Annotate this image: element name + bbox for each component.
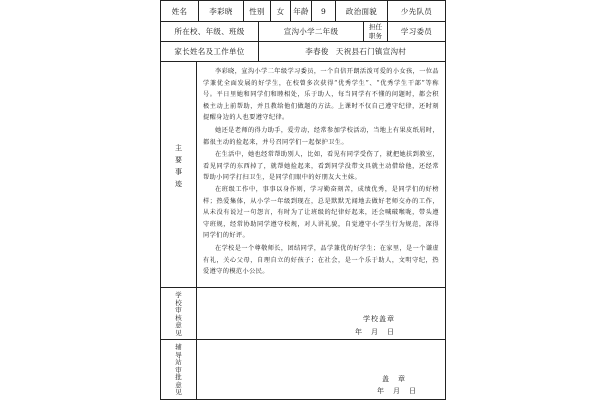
school-opinion-char: 审 <box>175 306 182 314</box>
school-date-text: 年 月 日 <box>355 328 395 336</box>
counsel-opinion-char: 辅 <box>175 343 182 351</box>
deeds-paragraph-3: 在生活中，她也经常帮助别人，比如，看见有同学受伤了，就把她扶到教室，看见同学的东西掉了，就帮她捡起来，看到同学没带文具就主动借给他，还经常帮助小同学打扫卫生，是同学们眼中的好朋友大主妹。 <box>203 151 439 181</box>
counsel-seal-text: 盖 章 <box>382 375 406 383</box>
counsel-opinion-char: 导 <box>175 350 182 359</box>
deeds-paragraph-4: 在班级工作中，事事以身作则，学习勤奋刻苦，成绩优秀，是同学们的好榜样；热爱集体，从小学一年级到现在，总是默默无闻地去做好老师交办的工作，从未没有说过一句怨言，有时为了让班级的纪律好起来，还会喊破喉咙，带头遵守班规，经常协助同学遵守校规，对人讲礼貌，自觉遵守小学生行为规范，深得同学们的好评。 <box>203 186 439 239</box>
parent-name: 李春俊 <box>305 47 329 56</box>
position-label-line-1: 担任 <box>369 22 382 31</box>
school-value: 宣沟小学二年级 <box>283 27 339 36</box>
label-column-divider <box>196 61 197 400</box>
deeds-paragraph-2: 她还是老师的得力助手，爱劳动，经常参加学校活动，当地上有果皮纸屑时，都很主动的捡起来，并号召同学们一起保护卫生。 <box>203 127 439 146</box>
parent-work: 天祝县石门镇宣沟村 <box>335 47 407 56</box>
name-label: 姓名 <box>171 6 188 16</box>
deeds-label-char: 迹 <box>175 180 182 188</box>
political-label: 政治面貌 <box>345 6 378 16</box>
deeds-label-char: 事 <box>175 168 182 176</box>
school-label: 所在校、年级、班级 <box>174 27 245 36</box>
counsel-opinion-char: 意 <box>175 380 182 389</box>
name-value: 李彩晓 <box>209 6 233 16</box>
gender-value: 女 <box>276 6 285 16</box>
gender-label: 性别 <box>249 6 265 16</box>
school-opinion-char: 校 <box>175 298 182 307</box>
deeds-paragraph-5: 在学校是一个尊敬师长，团结同学，品学兼优的好学生；在家里，是一个谦虚有礼，关心父母，自理自立的好孩子；在社会，是一个乐于助人，文明守纪，热爱遵守的模范小公民。 <box>203 245 439 275</box>
deeds-label-char: 主 <box>175 144 182 152</box>
r3-div-a <box>258 41 259 61</box>
school-opinion-char: 见 <box>175 328 182 337</box>
school-opinion-char: 核 <box>175 313 182 322</box>
counsel-date-text: 年 月 日 <box>377 387 417 395</box>
counsel-opinion-char: 见 <box>175 388 182 396</box>
row-divider-3 <box>160 61 446 62</box>
counsel-opinion-char: 站 <box>175 358 182 366</box>
deeds-paragraph-1: 李彩晓，宣沟小学二年级学习委员，一个自信开朗活泼可爱的小女孩，一位品学兼优全面发展的好学生，在校曾多次获得“优秀学生”、“优秀学生干部”等称号。平日里她和同学们和睦相处，乐于助人，每当同学有不懂的问题时，都会积极主动上前帮助，并且教给他们做题的方法。上课时不仅自己遵守纪律，还时刻提醒身边的人也要遵守纪律。 <box>203 68 439 121</box>
school-opinion-char: 意 <box>175 321 182 329</box>
position-value: 学习委员 <box>400 27 433 36</box>
position-label <box>364 22 387 41</box>
row-divider-4 <box>160 287 446 288</box>
school-opinion-label <box>161 292 196 338</box>
border-right <box>445 0 446 400</box>
position-label-line-2: 职务 <box>369 31 382 40</box>
parent-label: 家长姓名及工作单位 <box>174 47 245 56</box>
row-divider-5 <box>160 339 446 340</box>
political-value: 少先队员 <box>400 6 433 16</box>
age-value: 9 <box>320 6 327 16</box>
counsel-opinion-label <box>161 344 196 398</box>
age-label: 年龄 <box>293 6 309 16</box>
school-seal-text: 学校盖章 <box>363 315 395 323</box>
counsel-opinion-char: 审 <box>175 365 182 374</box>
school-opinion-char: 学 <box>175 291 182 299</box>
counsel-opinion-char: 批 <box>175 373 182 381</box>
deeds-label <box>161 142 196 202</box>
deeds-label-char: 要 <box>175 156 182 164</box>
